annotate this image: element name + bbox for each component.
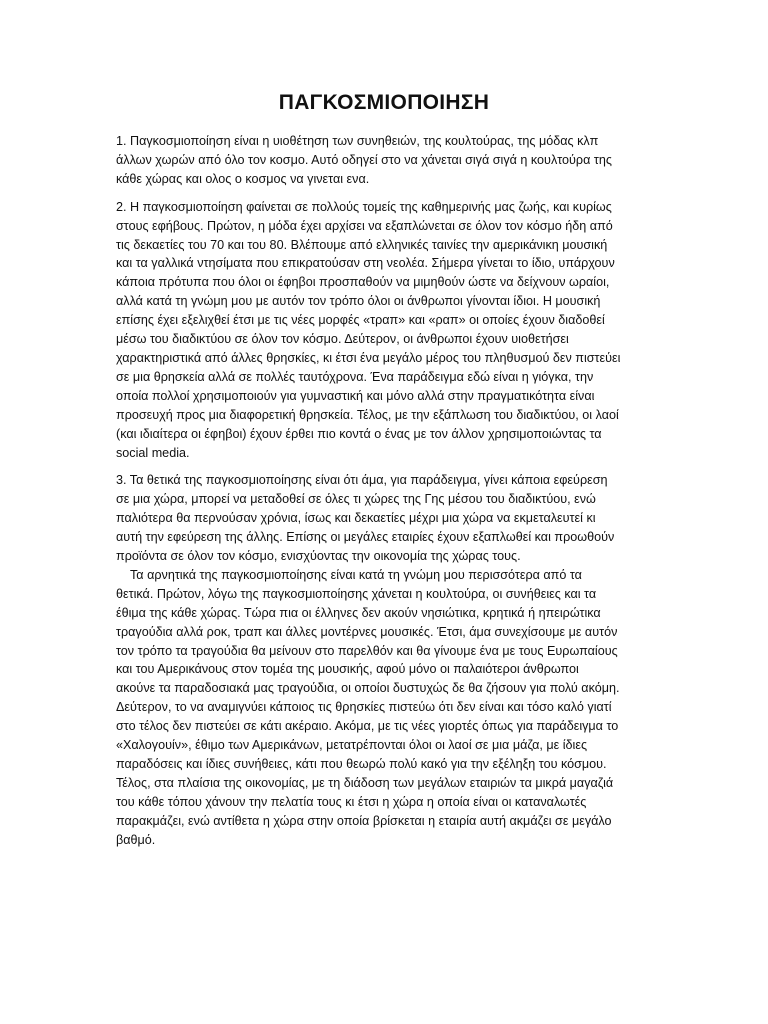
text-line: ακούνε τα παραδοσιακά μας τραγούδια, οι οποίοι δυστυχώς δε θα ζήσουν για πολύ ακόμη. [116, 681, 620, 696]
text-line: άλλων χωρών από όλο τον κοσμο. Αυτό οδηγεί στο να χάνεται σιγά σιγά η κουλτούρα της [116, 152, 612, 167]
text-line: «Χαλογουίν», έθιμο των Αμερικάνων, μετατρέπονται όλοι οι λαοί σε μια μάζα, με ίδιες [116, 738, 588, 753]
text-line: Δεύτερον, το να αναμιγνύει κάποιος τις θρησκίες πιστεύω ότι δεν είναι και τόσο καλό γιατί [116, 700, 612, 715]
text-line: σε μια χώρα, μπορεί να μεταδοθεί σε όλες τι χώρες της Γης μέσου του διαδικτύου, ενώ [116, 492, 596, 507]
text-line: τις δεκαετίες του 70 και του 80. Βλέπουμε από ελληνικές ταινίες την αμερικάνικη μουσική [116, 237, 608, 252]
text-line: σε μια θρησκεία αλλά σε πολλές ταυτόχρονα. Ένα παράδειγμα εδώ είναι η γιόγκα, την [116, 369, 594, 384]
text-line: κάποια πρότυπα που όλοι οι έφηβοι προσπαθούν να μιμηθούν ώστε να δείχνουν ωραίοι, [116, 275, 610, 290]
paragraph-1 [116, 132, 656, 189]
text-line: και τα γαλλικά ντησίματα που επικρατούσαν στη νεολέα. Σήμερα γίνεται το ίδιο, υπάρχουν [116, 256, 615, 271]
text-line: τραγούδια αλλά ροκ, τραπ και άλλες μοντέρνες μουσικές. Έτσι, άμα συνεχίσουμε με αυτόν [116, 624, 618, 639]
text-line: κάθε χώρας και ολος ο κοσμος να γινεται ενα. [116, 171, 370, 186]
paragraph-3 [116, 471, 656, 566]
text-line: μέσω του διαδικτύου σε όλον τον κόσμο. Δεύτερον, οι άνθρωποι έχουν υιοθετήσει [116, 332, 569, 347]
text-line: επίσης έχει εξελιχθεί έτσι με τις νέες μορφές «τραπ» και «ραπ» οι οποίες έχουν διαδοθεί [116, 313, 605, 328]
text-line: 2. Η παγκοσμιοποίηση φαίνεται σε πολλούς τομείς της καθημερινής μας ζωής, και κυρίως [116, 199, 612, 214]
text-line: αλλά κατά τη γνώμη μου με αυτόν τον τρόπο όλοι οι άνθρωποι γίνονται ίδιοι. Η μουσική [116, 294, 601, 309]
text-line: στους εφήβους. Πρώτον, η μόδα έχει αρχίσει να εξαπλώνεται σε όλον τον κόσμο ήδη από [116, 218, 613, 233]
text-line: Τα αρνητικά της παγκοσμιοποίησης είναι κατά τη γνώμη μου περισσότερα από τα [130, 567, 582, 582]
text-line: 1. Παγκοσμιοποίηση είναι η υιοθέτηση των συνηθειών, της κουλτούρας, της μόδας κλπ [116, 134, 599, 148]
text-line: χαρακτηριστικά από άλλες θρησκίες, κι έτσι ένα μεγάλο μέρος του πληθυσμού δεν πιστεύει [116, 350, 621, 365]
text-line: αυτή την εφεύρεση της άλλης. Επίσης οι μεγάλες εταιρίες έχουν εξαπλωθεί και προωθούν [116, 530, 615, 545]
text-line: Τέλος, στα πλαίσια της οικονομίας, με τη διάδοση των μεγάλων εταιριών τα μικρά μαγαζιά [116, 775, 614, 790]
text-line: (και ιδιαίτερα οι έφηβοι) έχουν έρθει πιο κοντά ο ένας με τον άλλον χρησιμοποιώντας τα [116, 426, 602, 441]
text-line: και του Αμερικάνους στον τομέα της μουσικής, αφού μόνο οι παλαιότεροι άνθρωποι [116, 662, 579, 677]
text-line: παλιότερα θα περνούσαν χρόνια, ίσως και δεκαετίες μέχρι μια χώρα να εκμεταλευτεί κι [116, 511, 596, 526]
text-line: βαθμό. [116, 832, 156, 847]
text-line: παραδόσεις και ίδιες συνήθειες, κάτι που θεωρώ πολύ κακό για την εξέληξη του κόσμου. [116, 757, 607, 771]
text-line: στο τέλος δεν πιστεύει σε κάτι ακέραιο. Ακόμα, με τις νέες γιορτές όπως για παράδειγμα το [116, 719, 619, 734]
text-line: προϊόντα σε όλον τον κόσμο, ενισχύοντας την οικονομία της χώρας τους. [116, 549, 521, 564]
text-line: προσευχή προς μια διαφορετική θρησκεία. Τέλος, με την εξάπλωση του διαδικτύου, οι λαοί [116, 407, 619, 422]
paragraph-4 [116, 566, 656, 850]
text-line: του κάθε τόπου χάνουν την πελατία τους κι έτσι η χώρα η οποία είναι οι καταναλωτές [116, 794, 587, 809]
text-line: 3. Τα θετικά της παγκοσμιοποίησης είναι ότι άμα, για παράδειγμα, γίνει κάποια εφεύρεση [116, 473, 608, 488]
text-line: social media. [116, 445, 190, 460]
page-title: ΠΑΓΚΟΣΜΙΟΠΟΙΗΣΗ [278, 91, 490, 114]
text-line: έθιμα της κάθε χώρας. Τώρα πια οι έλληνες δεν ακούν νησιώτικα, κρητικά ή ηπειρώτικα [116, 605, 601, 620]
document-body [116, 132, 656, 850]
paragraph-2 [116, 198, 656, 463]
text-line: παρακμάζει, ενώ αντίθετα η χώρα στην οποία βρίσκεται η εταιρία αυτή ακμάζει σε μεγάλο [116, 813, 612, 828]
text-line: θετικά. Πρώτον, λόγω της παγκοσμιοποίησης χάνεται η κουλτούρα, οι συνήθειες και τα [116, 586, 597, 601]
text-line: οποία πολλοί χρησιμοποιούν για γυμναστική και μόνο αλλά στην πραγματικότητα είναι [116, 388, 595, 403]
text-line: τον τρόπο τα τραγούδια θα μείνουν στο παρελθόν και θα γίνουμε ένα με τους Ευρωπαίους [116, 643, 618, 658]
